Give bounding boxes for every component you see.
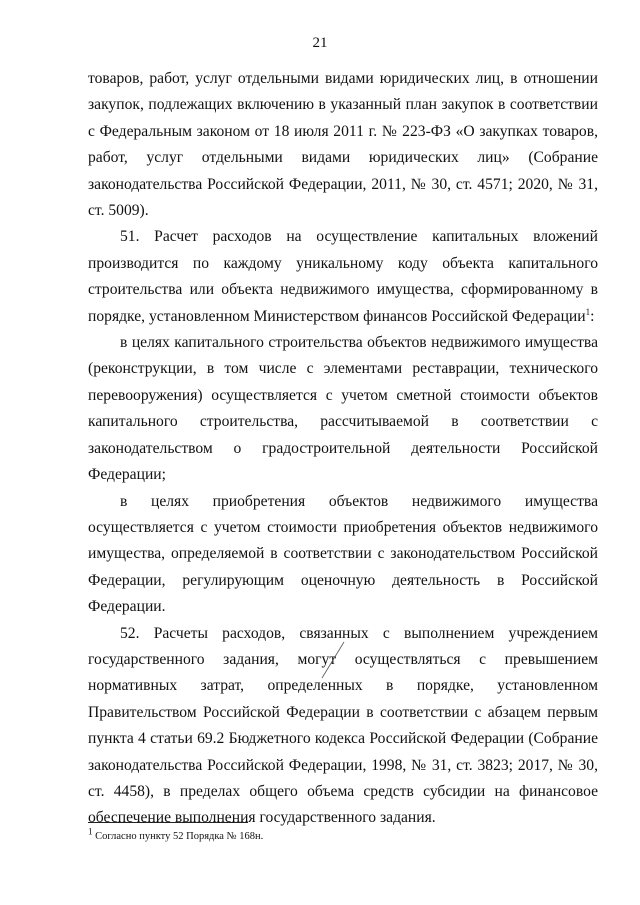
pen-mark-icon <box>318 640 348 680</box>
paragraph-text: в целях капитального строительства объектов недвижимого имущества (реконструкции, в том числе с элементами реставрации, технического перевооружения) осуществляется с учетом сметной стоимости объектов капитального строительства, рассчитываемой в соответствии с законодательством о градостроительной деятельности Российской Федерации; <box>88 334 598 484</box>
page-number: 21 <box>312 35 328 51</box>
paragraph-real-estate-acquisition <box>88 489 598 621</box>
paragraph-text: товаров, работ, услуг отдельными видами юридических лиц, в отношении закупок, подлежащих включению в указанный план закупок в соответствии с Федеральным законом от 18 июля 2011 г. № 223-ФЗ «О закупках товаров, работ, услуг отдельными видами юридических лиц» (Собрание законодательства Российской Федерации, 2011, № 30, ст. 4571; 2020, № 31, ст. 5009). <box>88 70 598 220</box>
paragraph-text: 51. Расчет расходов на осуществление капитальных вложений производится по каждому уникальному коду объекта капитального строительства или объекта недвижимого имущества, сформированному в порядке, установленном Министерством финансов Российской Федерации <box>88 228 598 325</box>
paragraph-text: в целях приобретения объектов недвижимого имущества осуществляется с учетом стоимости приобретения объектов недвижимого имущества, определяемой в соответствии с законодательством Российской Федерации, регулирующим оценочную деятельность в Российской Федерации. <box>88 492 598 616</box>
footnote <box>88 826 598 844</box>
paragraph-continuation <box>88 66 598 224</box>
document-body <box>88 66 598 832</box>
paragraph-tail: : <box>590 307 595 325</box>
paragraph-capital-construction <box>88 330 598 488</box>
footnote-text: Согласно пункту 52 Порядка № 168н. <box>95 831 264 842</box>
paragraph-text: 52. Расчеты расходов, связанных с выполнением учреждением государственного задания, могут осуществляться с превышением нормативных затрат, определенных в порядке, установленном Правительством Российской Федерации в соответствии с абзацем первым пункта 4 статьи 69.2 Бюджетного кодекса Российской Федерации (Собрание законодательства Российской Федерации, 1998, № 31, ст. 3823; 2017, № 30, ст. 4458), в пределах общего объема средств субсидии на финансовое обеспечение выполнения государственного задания. <box>88 624 598 827</box>
paragraph-clause-51 <box>88 224 598 330</box>
footnote-marker: 1 <box>88 826 93 837</box>
footnote-divider <box>88 822 248 823</box>
footnote-reference[interactable]: 1 <box>585 306 591 317</box>
